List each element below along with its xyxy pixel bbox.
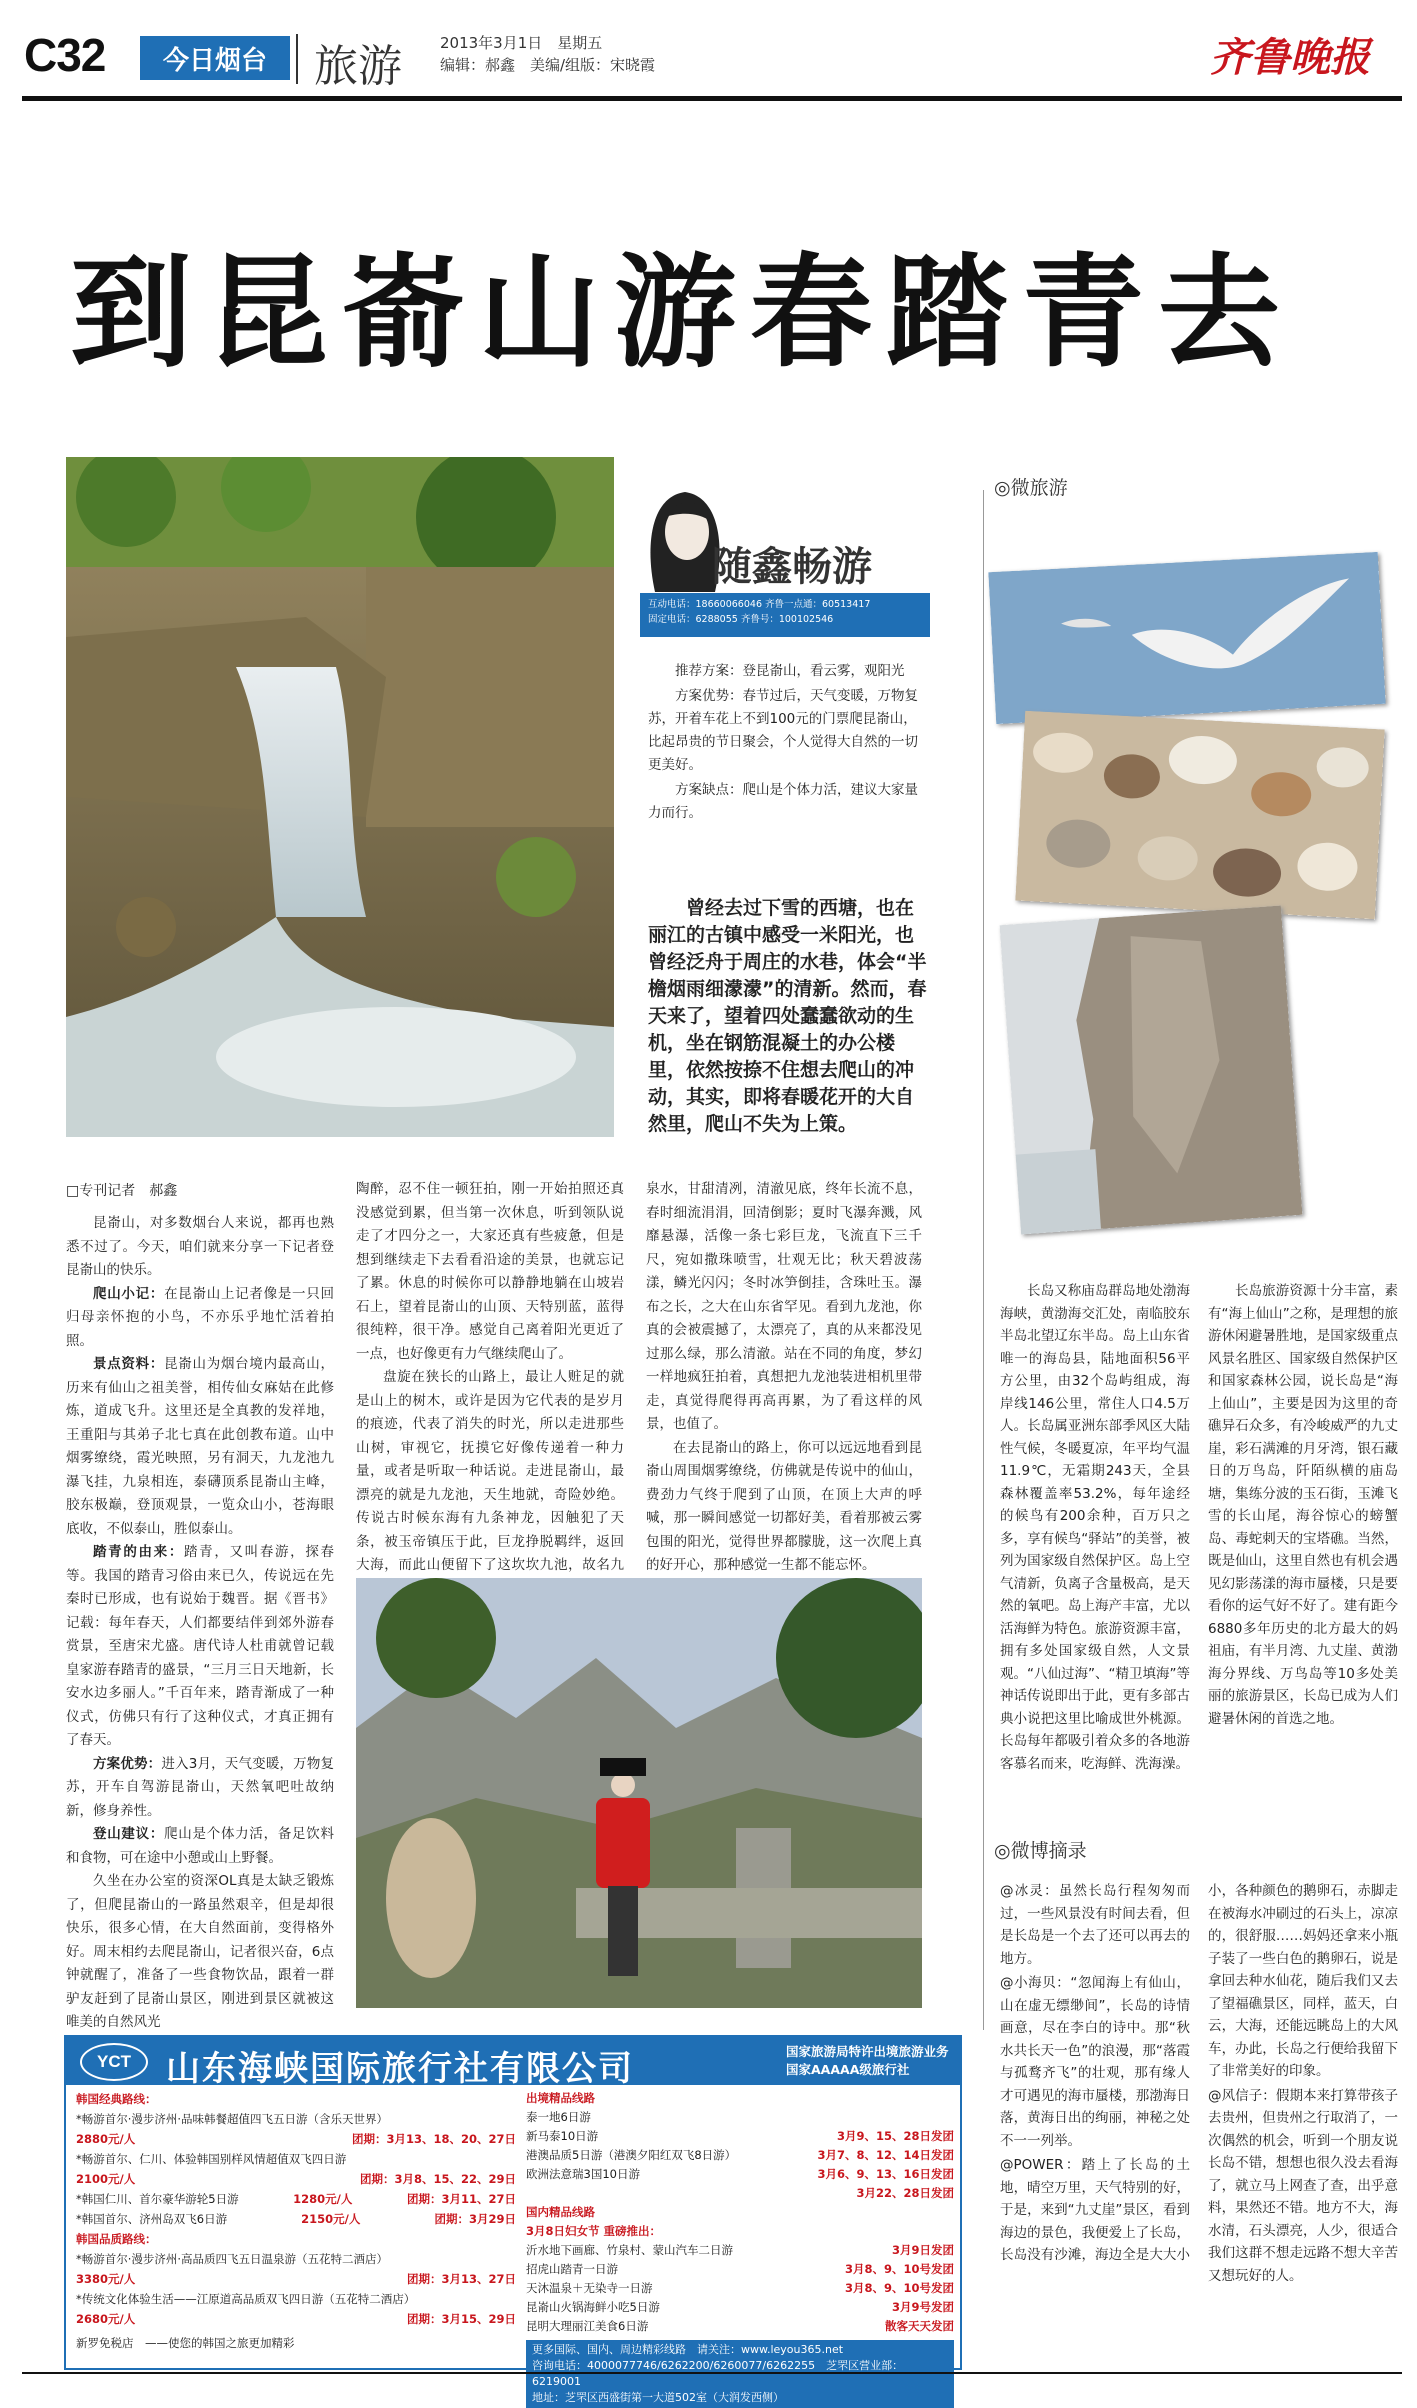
paragraph: 长岛旅游资源十分丰富，素有“海上仙山”之称，是理想的旅游休闲避暑胜地，是国家级重点风景名胜区、国家级自然保护区和国家森林公园，说长岛是“海上仙山”，主要是因为这里的奇礁异石众多，有冷峻威严的九丈崖，彩石满滩的月牙湾，银石藏日的万鸟岛，阡陌纵横的庙岛塘，集练分波的玉石街，玉滩飞雪的长山尾，海谷惊心的螃蟹岛、毒蛇刺天的宝塔礁。当然，既是仙山，这里自然也有机会遇见幻影荡漾的海市蜃楼，只是要看你的运气好不好了。建有距今6880多年历史的北方最大的妈祖庙，有半月湾、九丈崖、黄渤海分界线、万鸟岛等10多处美丽的旅游景区，长岛已成为人们避暑休闲的首选之地。: [1208, 1283, 1398, 1727]
ad-header: [66, 2037, 960, 2089]
route-item: *韩国仁川、首尔豪华游轮5日游 1280元/人 团期：3月11、27日: [76, 2192, 516, 2206]
agency-logo: YCT: [80, 2043, 148, 2081]
route-item: 招虎山踏青一日游 3月8、9、10号发团: [526, 2262, 954, 2276]
route-item: *畅游首尔·漫步济州·品味韩餐超值四飞五日游（含乐天世界） 2880元/人 团期：3月13、18、20、27日: [76, 2112, 516, 2146]
route-item: 欧洲法意瑞3国10日游 3月6、9、13、16日发团: [526, 2167, 954, 2181]
weilv-text: [1000, 1280, 1398, 1775]
route-item: 港澳品质5日游（港澳夕阳红双飞8日游） 3月7、8、12、14日发团: [526, 2148, 954, 2162]
paragraph: 登山建议：爬山是个体力活，备足饮料和食物，可在途中小憩或山上野餐。: [66, 1826, 334, 1866]
editor-credits: 编辑：郝鑫 美编/组版：宋晓霞: [440, 56, 656, 74]
article-column-2: [356, 1178, 624, 1601]
plan-recommend: 推荐方案：登昆嵛山，看云雾，观阳光: [675, 663, 905, 679]
paragraph: 陶醉，忍不住一顿狂拍，刚一开始拍照还真没感觉到累，但当第一次休息，听到领队说走了才四分之一，大家还真有些疲惫，但是想到继续走下去看看沿途的美景，也就忘记了累。休息的时候你可以静静地躺在山坡岩石上，望着昆嵛山的山顶、天特别蓝，蓝得很纯粹，很干净。感觉自己离着阳光更近了一点，也好像更有力气继续爬山了。: [356, 1181, 624, 1362]
group-heading: 出境精品线路: [526, 2091, 595, 2105]
intro-text: 曾经去过下雪的西塘，也在丽江的古镇中感受一米阳光，也曾经泛舟于周庄的水巷，体会“半檐烟雨细濛濛”的清新。然而，春天来了，望着四处蠢蠢欲动的生机，坐在钢筋混凝土的办公楼里，依然按捺不住想去爬山的冲动，其实，即将春暖花开的大自然里，爬山不失为上策。: [648, 897, 927, 1135]
ad-other-routes: [526, 2089, 954, 2408]
header-rule: [22, 96, 1402, 101]
paragraph: 昆嵛山，对多数烟台人来说，都再也熟悉不过了。今天，咱们就来分享一下记者登昆嵛山的快乐。: [66, 1215, 334, 1278]
weibo-post: @冰灵：虽然长岛行程匆匆而过，一些风景没有时间去看，但是长岛是一个去了还可以再去的地方。: [1000, 1883, 1190, 1967]
weilv-heading: ◎微旅游: [994, 477, 1068, 499]
ad-korea-routes: [76, 2089, 516, 2353]
contact-box: 互动电话：18660066046 齐鲁一点通：60513417 固定电话：6288055 齐鲁号：100102546: [640, 593, 930, 637]
route-item: *韩国首尔、济州岛双飞6日游 2150元/人 团期：3月29日: [76, 2212, 516, 2226]
pebbles-photo: [1015, 711, 1384, 920]
phone-line: 咨询电话：4000077746/6262200/6260077/6262255 芝罘区营业部：6219001: [532, 2359, 904, 2388]
address-line: 地址：芝罘区西盛街第一大道502室（大润发西侧）: [532, 2391, 784, 2404]
waterfall-photo: [66, 457, 614, 1137]
travel-agency-ad: [64, 2035, 962, 2404]
weibo-post: @POWER：踏上了长岛的土地，晴空万里，天气特别的好，于是，来到“九丈崖”景区，看到海边的景色，我便爱上了长岛，长岛没有沙滩，海边全是大大小小，各种颜色的鹅卵石，赤脚走在被海水冲刷过的石头上，凉凉的，很舒服……妈妈还拿来小瓶子装了一些白色的鹅卵石，说是拿回去种水仙花，随后我们又去了望福礁景区，同样，蓝天，白云，大海，还能远眺岛上的大风车，办此，长岛之行便给我留下了非常美好的印象。: [1000, 1883, 1398, 2263]
byline: □专刊记者 郝鑫: [66, 1183, 178, 1199]
headline: 到昆嵛山游春踏青去: [70, 242, 1294, 384]
bottom-rule: [22, 2372, 1402, 2374]
route-item: 天沐温泉＋无染寺一日游 3月8、9、10号发团: [526, 2281, 954, 2295]
plan-disadvantage: 方案缺点：爬山是个体力活，建议大家量力而行。: [648, 782, 918, 821]
paragraph: 长岛又称庙岛群岛地处渤海海峡，黄渤海交汇处，南临胶东半岛北望辽东半岛。岛上山东省唯一的海岛县，陆地面积56平方公里，由32个岛屿组成，海岸线146公里，常住人口4.5万人。长岛属亚洲东部季风区大陆性气候，冬暖夏凉，年平均气温11.9℃，无霜期243天，全县森林覆盖率53.2%，每年途经的候鸟有200余种，百万只之多，享有候鸟“驿站”的美誉，被列为国家级自然保护区。岛上空气清新，负离子含量极高，是天然的氧吧。岛上海产丰富，尤以活海鲜为特色。旅游资源丰富，拥有多处国家级自然，人文景观。“八仙过海”、“精卫填海”等神话传说即出于此，更有多部古典小说把这里比喻成世外桃源。长岛每年都吸引着众多的各地游客慕名而来，吃海鲜、洗海澡。: [1000, 1283, 1190, 1772]
route-item: 沂水地下画廊、竹泉村、蒙山汽车二日游 3月9日发团: [526, 2243, 954, 2257]
route-item: 昆明大理丽江美食6日游 散客天天发团: [526, 2319, 954, 2333]
duty-free-line: 新罗免税店 ——使您的韩国之旅更加精彩: [76, 2336, 295, 2350]
category-label: 旅游: [314, 41, 402, 92]
route-item: *畅游首尔、仁川、体验韩国别样风情超值双飞四日游 2100元/人 团期：3月8、15、22、29日: [76, 2152, 516, 2186]
paragraph: 在去昆嵛山的路上，你可以远远地看到昆嵛山周围烟雾缭绕，仿佛就是传说中的仙山，费劲力气终于爬到了山顶，在顶上大声的呼喊，那一瞬间感觉一切都好美，看着那被云雾包围的阳光，觉得世界都朦胧，这一次爬上真的好开心，那种感觉一生都不能忘怀。: [646, 1439, 922, 1573]
group-heading: 国内精品线路: [526, 2205, 595, 2219]
paragraph: 方案优势：进入3月，天气变暖，万物复苏，开车自驾游昆嵛山，天然氧吧吐故纳新，修身养性。: [66, 1755, 334, 1819]
route-item: 泰一地6日游: [526, 2110, 591, 2124]
weibo-post: @风信子：假期本来打算带孩子去贵州，但贵州之行取消了，一次偶然的机会，听到一个朋友说长岛不错，想想也很久没去看海了，就立马上网查了查，出乎意料，果然还不错。地方不大，海水清，石头漂亮，人少，很适合我们这群不想走远路不想大辛苦又想玩好的人。: [1208, 2087, 1398, 2284]
weibo-text: [1000, 1880, 1398, 2287]
route-item: 昆嵛山火锅海鲜小吃5日游 3月9号发团: [526, 2300, 954, 2314]
group-heading: 韩国经典路线：: [76, 2092, 157, 2106]
paragraph: 爬山小记：在昆嵛山上记者像是一只回归母亲怀抱的小鸟，不亦乐乎地忙活着拍照。: [66, 1285, 334, 1349]
section-badge: 今日烟台: [140, 36, 290, 80]
paragraph: 景点资料：昆嵛山为烟台境内最高山，历来有仙山之祖美誉，相传仙女麻姑在此修炼，道成飞升。这里还是全真教的发祥地，王重阳与其弟子北七真在此创教布道。山中烟雾缭绕，霞光映照，另有洞天，九龙池九瀑飞挂，九泉相连，泰礴顶系昆嵛山主峰，胶东极巅，登顶观景，一览众山小，苍海眼底收，不似泰山，胜似泰山。: [66, 1356, 334, 1537]
paragraph: 踏青的由来：踏青，又叫春游，探春等。我国的踏青习俗由来已久，传说远在先秦时已形成，也有说始于魏晋。据《晋书》记载：每年春天，人们都要结伴到郊外游春赏景，至唐宋尤盛。唐代诗人杜甫就曾记载皇家游春踏青的盛景，“三月三日天地新，长安水边多丽人。”千百年来，踏青渐成了一种仪式，仿佛只有行了这种仪式，才真正拥有了春天。: [66, 1544, 334, 1748]
header-divider: [296, 34, 298, 84]
route-item: 新马泰10日游 3月9、15、28日发团: [526, 2129, 954, 2143]
route-item: *畅游首尔·漫步济州·高品质四飞五日温泉游（五花特二酒店） 3380元/人 团期：3月13、27日: [76, 2252, 516, 2286]
paragraph: 久坐在办公室的资深OL真是太缺乏锻炼了，但爬昆嵛山的一路虽然艰辛，但是却很快乐，很多心情，在大自然面前，变得格外好。周末相约去爬昆嵛山，记者很兴奋，6点钟就醒了，准备了一些食物饮品，跟着一群驴友赶到了昆嵛山景区，刚进到景区就被这唯美的自然风光: [66, 1873, 334, 2030]
website-line: 更多国际、国内、周边精彩线路 请关注：www.leyou365.net: [532, 2343, 844, 2356]
route-item: 3月22、28日发团: [856, 2186, 954, 2200]
weibo-heading: ◎微博摘录: [994, 1840, 1087, 1862]
ad-contact-box: [526, 2340, 954, 2408]
seagull-photo: [988, 552, 1385, 724]
column-title: 随鑫畅游: [712, 544, 872, 590]
page-number: C32: [24, 29, 106, 81]
column-divider: [983, 490, 984, 2030]
article-column-1: [66, 1212, 334, 2035]
newspaper-logo: 齐鲁晚报: [1210, 34, 1370, 81]
header-meta: [440, 32, 655, 76]
cliff-photo: [1000, 906, 1303, 1235]
agency-tagline: 国家旅游局特许出境旅游业务 国家AAAAA级旅行社: [786, 2044, 949, 2077]
group-heading: 韩国品质路线：: [76, 2232, 157, 2246]
plan-advantage: 方案优势：春节过后，天气变暖，万物复苏，开着车花上不到100元的门票爬昆嵛山，比起昂贵的节日聚会，个人觉得大自然的一切更美好。: [648, 688, 918, 773]
paragraph: 泉水，甘甜清冽，清澈见底，终年长流不息，春时细流涓涓，回清倒影；夏时飞瀑奔溅，风靡悬瀑，活像一条七彩巨龙，飞流直下三千尺，宛如撒珠喷雪，壮观无比；秋天碧波荡漾，鳞光闪闪；冬时冰笋倒挂，含珠吐玉。瀑布之长，之大在山东省罕见。看到九龙池，你真的会被震撼了，太漂亮了，真的从来都没见过那么绿，那么清澈。站在不同的角度，梦幻一样地疯狂拍着，真想把九龙池装进相机里带走，真觉得爬得再高再累，为了看这样的风景，也值了。: [646, 1181, 922, 1432]
paragraph: 盘旋在狭长的山路上，最让人赃足的就是山上的树木，或许是因为它代表的是岁月的痕迹，代表了消失的时光，所以走进那些山树，审视它，抚摸它好像传递着一种力量，或者是听取一种话说。走进昆嵛山，最漂亮的就是九龙池，天生地就，奇险妙绝。传说古时候东海有九条神龙，因触犯了天条，被玉帝镇压于此，巨龙挣脱羁绊，返回大海，而此山便留下了这坎坎九池，故名九: [356, 1369, 624, 1573]
route-item: *传统文化体验生活——江原道高品质双飞四日游（五花特二酒店） 2680元/人 团期：3月15、29日: [76, 2292, 516, 2326]
issue-date: 2013年3月1日 星期五: [440, 34, 603, 52]
article-column-3: [646, 1178, 922, 1578]
weibo-post: @小海贝：“忽闻海上有仙山，山在虚无缥缈间”，长岛的诗情画意，尽在李白的诗中。那“秋水共长天一色”的浪漫，那“落霞与孤鹜齐飞”的壮观，那有缘人才可遇见的海市蜃楼，那渤海日落，黄海日出的绚丽，神秘之处不一一列举。: [1000, 1975, 1190, 2149]
promo-heading: 3月8日妇女节 重磅推出：: [526, 2224, 662, 2238]
plan-box: [648, 660, 930, 827]
agency-name: 山东海峡国际旅行社有限公司: [166, 2049, 634, 2089]
mountain-portrait-photo: [356, 1578, 922, 2008]
